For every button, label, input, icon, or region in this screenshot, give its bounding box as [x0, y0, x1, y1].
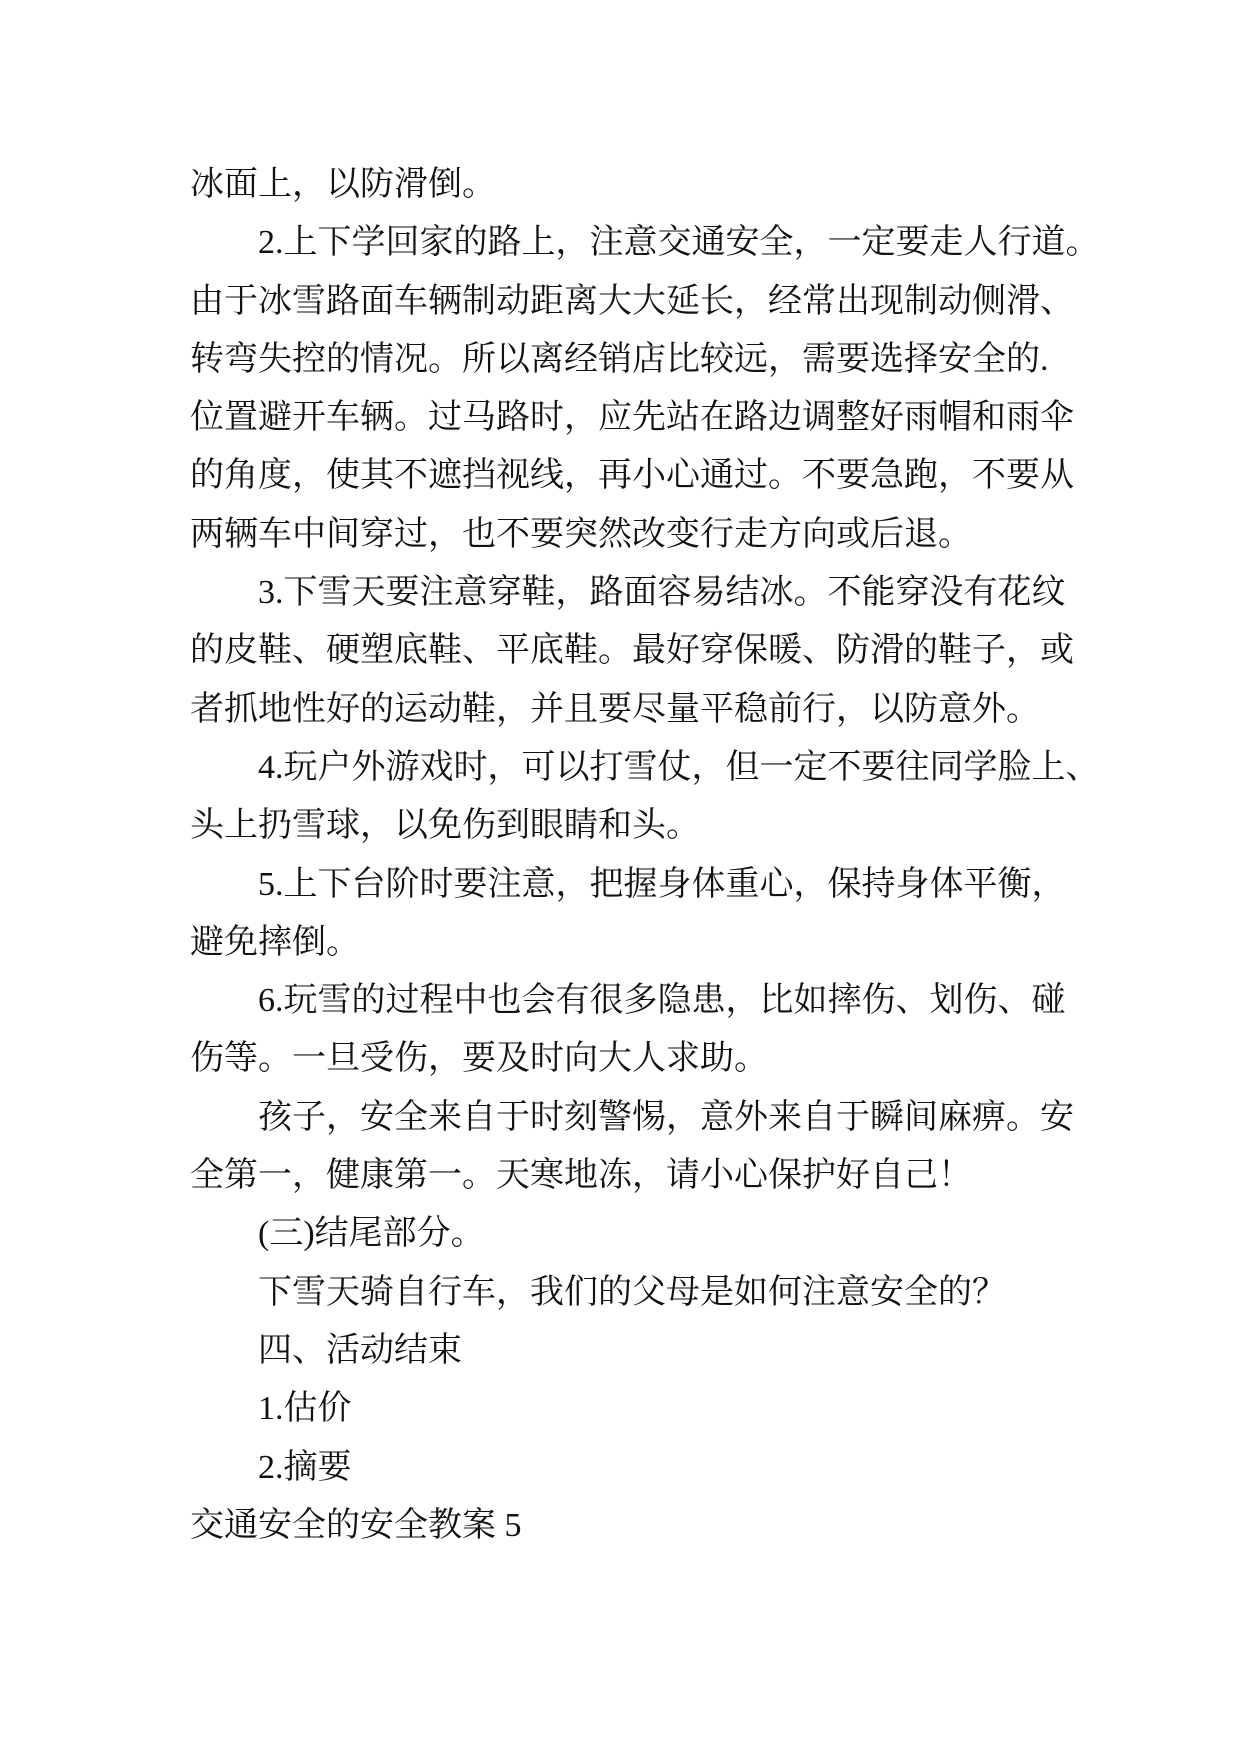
text-line: 位置避开车辆。过马路时，应先站在路边调整好雨帽和雨伞: [190, 399, 1074, 437]
text-line: 的角度，使其不遮挡视线，再小心通过。不要急跑，不要从: [190, 457, 1074, 495]
text-line: 的皮鞋、硬塑底鞋、平底鞋。最好穿保暖、防滑的鞋子，或: [190, 632, 1074, 670]
text-line: 两辆车中间穿过，也不要突然改变行走方向或后退。: [190, 515, 972, 553]
text-line: 6.玩雪的过程中也会有很多隐患，比如摔伤、划伤、碰: [258, 982, 1066, 1020]
text-line: 全第一，健康第一。天寒地冻，请小心保护好自己！: [190, 1157, 972, 1195]
text-line: 2.摘要: [258, 1448, 352, 1486]
text-line: 由于冰雪路面车辆制动距离大大延长，经常出现制动侧滑、: [190, 282, 1074, 320]
text-line: 冰面上，以防滑倒。: [190, 166, 496, 203]
text-line: 转弯失控的情况。所以离经销店比较远，需要选择安全的.: [190, 340, 1049, 378]
text-line: 1.估价: [258, 1390, 352, 1428]
text-line: (三)结尾部分。: [258, 1215, 485, 1253]
text-line: 伤等。一旦受伤，要及时向大人求助。: [190, 1040, 768, 1078]
text-block: [190, 156, 1100, 1555]
text-line: 交通安全的安全教案 5: [190, 1506, 522, 1544]
text-line: 避免摔倒。: [190, 923, 360, 961]
text-line: 5.上下台阶时要注意，把握身体重心，保持身体平衡，: [258, 865, 1066, 903]
text-line: 者抓地性好的运动鞋，并且要尽量平稳前行，以防意外。: [190, 690, 1040, 728]
text-line: 4.玩户外游戏时，可以打雪仗，但一定不要往同学脸上、: [258, 748, 1100, 786]
text-line: 孩子，安全来自于时刻警惕，意外来自于瞬间麻痹。安: [258, 1098, 1074, 1136]
text-line: 2.上下学回家的路上，注意交通安全，一定要走人行道。: [258, 224, 1100, 262]
text-line: 头上扔雪球，以免伤到眼睛和头。: [190, 807, 700, 845]
text-line: 四、活动结束: [258, 1331, 462, 1369]
text-line: 3.下雪天要注意穿鞋，路面容易结冰。不能穿没有花纹: [258, 574, 1066, 612]
text-line: 下雪天骑自行车，我们的父母是如何注意安全的？: [258, 1273, 1006, 1311]
